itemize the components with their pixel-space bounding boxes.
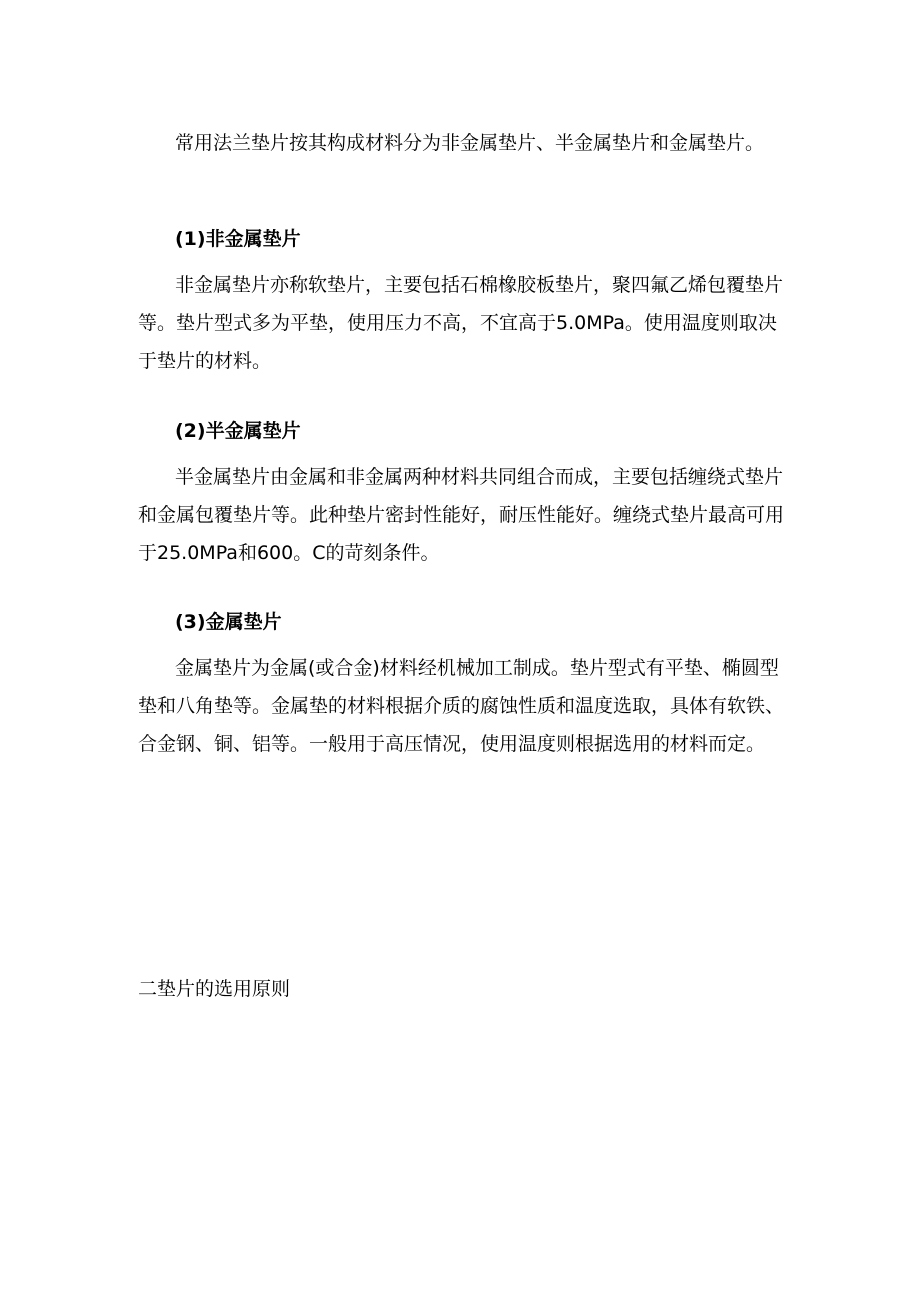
section-heading-nonmetal: (1)非金属垫片 xyxy=(175,228,301,250)
section-heading-semimetal: (2)半金属垫片 xyxy=(175,420,301,442)
section-heading-metal: (3)金属垫片 xyxy=(175,611,282,633)
next-section-title: 二垫片的选用原则 xyxy=(138,978,291,1000)
section-body-nonmetal: 非金属垫片亦称软垫片，主要包括石棉橡胶板垫片，聚四氟乙烯包覆垫片等。垫片型式多为平垫，使用压力不高，不宜高于5.0MPa。使用温度则取决于垫片的材料。 xyxy=(138,274,784,372)
section-body-metal: 金属垫片为金属(或合金)材料经机械加工制成。垫片型式有平垫、椭圆型垫和八角垫等。金属垫的材料根据介质的腐蚀性质和温度选取，具体有软铁、合金钢、铜、铝等。一般用于高压情况，使用温度则根据选用的材料而定。 xyxy=(138,657,785,755)
section-body-semimetal: 半金属垫片由金属和非金属两种材料共同组合而成，主要包括缠绕式垫片和金属包覆垫片等。此种垫片密封性能好，耐压性能好。缠绕式垫片最高可用于25.0MPa和600。C的苛刻条件。 xyxy=(138,466,785,564)
intro-paragraph: 常用法兰垫片按其构成材料分为非金属垫片、半金属垫片和金属垫片。 xyxy=(175,132,765,154)
